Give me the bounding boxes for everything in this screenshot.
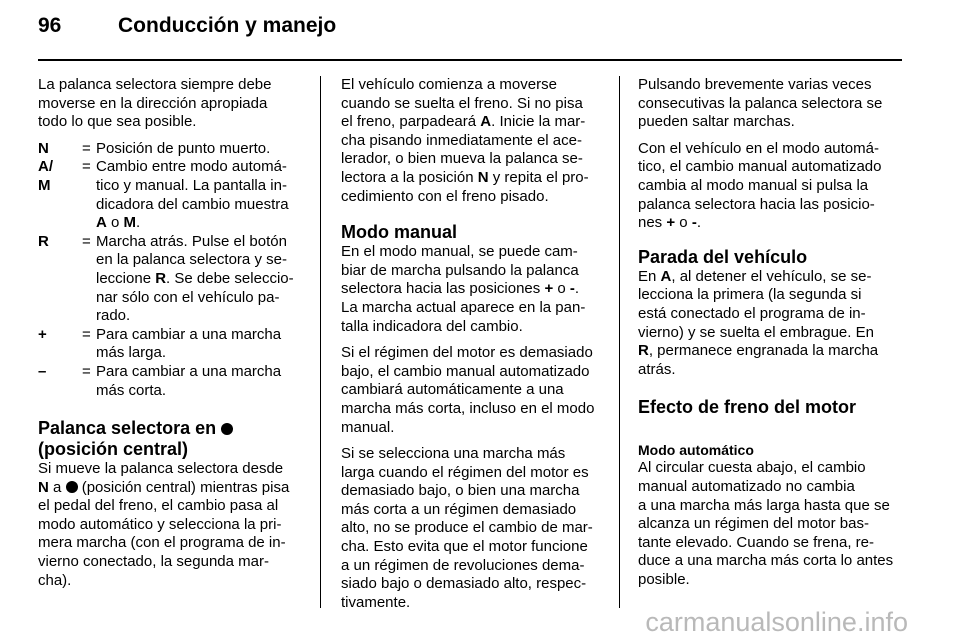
intro-paragraph: La palanca selectora siempre debe moverse en la dirección apropiada todo lo que sea posible. [38,76,272,131]
definition-text: Para cambiar a una marcha más larga. [96,325,282,362]
center-position-dot-icon [66,481,78,493]
definition-text: Posición de punto muerto. [96,139,271,157]
header-rule [38,59,902,61]
definition-equals: = [82,325,91,343]
selector-lever-paragraph: Si mueve la palanca selectora desde N a (posición central) mientras pisa el pedal del freno, el cambio pasa al modo automático y selecciona la pri- mera marcha (con el programa de in- vierno conectado, la segunda mar- cha). [38,460,290,589]
definition-equals: = [82,232,91,250]
skip-gears-paragraph: Pulsando brevemente varias veces consecutivas la palanca selectora se pueden saltar marchas. [638,76,883,131]
definition-text: Cambio entre modo automá- tico y manual. La pantalla in- dicadora del cambio muestra A o M. [96,158,289,232]
vehicle-start-paragraph: El vehículo comienza a moverse cuando se suelta el freno. Si no pisa el freno, parpadeará A. Inicie la mar- cha pisando inmediatamente el ace- lerador, o bien mueva la palanca se- lectora a la posición N y repita el pro- cedimiento con el freno pisado. [341,76,589,205]
column-1 [38,76,306,598]
page-header [38,14,336,44]
definition-row [38,326,306,363]
definition-term: + [38,325,47,343]
watermark: carmanualsonline.info [645,607,908,637]
definition-term: A/ M [38,158,53,194]
definition-term: N [38,139,49,157]
switch-to-manual-paragraph: Con el vehículo en el modo automá- tico, el cambio manual automatizado cambia al modo manual si pulsa la palanca selectora hacia las posicio- nes + o -. [638,139,882,232]
definition-term: R [38,232,49,250]
column-2 [341,76,607,620]
column-separator [320,76,321,608]
definition-term: – [38,362,47,380]
page-number: 96 [38,14,62,37]
definition-row [38,233,306,326]
section-heading-stopping: Parada del vehículo [638,246,808,267]
definition-row [38,363,306,400]
section-heading-selector-lever: Palanca selectora en (posición central) [38,418,306,460]
subheading-automatic-mode: Modo automático [638,442,754,459]
engine-brake-paragraph: Al circular cuesta abajo, el cambio manual automatizado no cambia a una marcha más larga hasta que se alcanza un régimen del motor bas- tante elevado. Cuando se frena, re- duce a una marcha más corta lo antes posible. [638,459,894,588]
page-title: Conducción y manejo [118,14,337,37]
definition-list [38,140,306,400]
manual-mode-paragraph: En el modo manual, se puede cam- biar de marcha pulsando la palanca selectora hacia las posiciones + o -. La marcha actual aparece en la pan- talla indicadora del cambio. [341,243,586,335]
section-heading-engine-brake: Efecto de freno del motor [638,397,857,418]
column-separator [619,76,620,608]
definition-row [38,158,306,232]
definition-equals: = [82,362,91,380]
definition-equals: = [82,158,91,176]
definition-row [38,140,306,159]
definition-text: Para cambiar a una marcha más corta. [96,362,282,399]
low-rpm-paragraph: Si el régimen del motor es demasiado bajo, el cambio manual automatizado cambiará automáticamente a una marcha más corta, incluso en el modo manual. [341,344,595,436]
column-3 [638,76,906,597]
stopping-paragraph: En A, al detener el vehículo, se se- lecciona la primera (la segunda si está conectado el programa de in- vierno) y se suelta el embrague. En R, permanece engranada la marcha atrás. [638,267,879,378]
gear-protection-paragraph: Si se selecciona una marcha más larga cuando el régimen del motor es demasiado bajo, o bien una marcha más corta a un régimen demasiado alto, no se produce el cambio de mar- cha. Esto evita que el motor funcione a un régimen de revoluciones dema- siado bajo o demasiado alto, respec- tivamente. [341,445,593,611]
center-position-dot-icon [221,423,233,435]
definition-text: Marcha atrás. Pulse el botón en la palanca selectora y se- leccione R. Se debe seleccio- nar sólo con el vehículo pa- rado. [96,232,294,325]
definition-equals: = [82,139,91,157]
section-heading-manual-mode: Modo manual [341,222,457,243]
